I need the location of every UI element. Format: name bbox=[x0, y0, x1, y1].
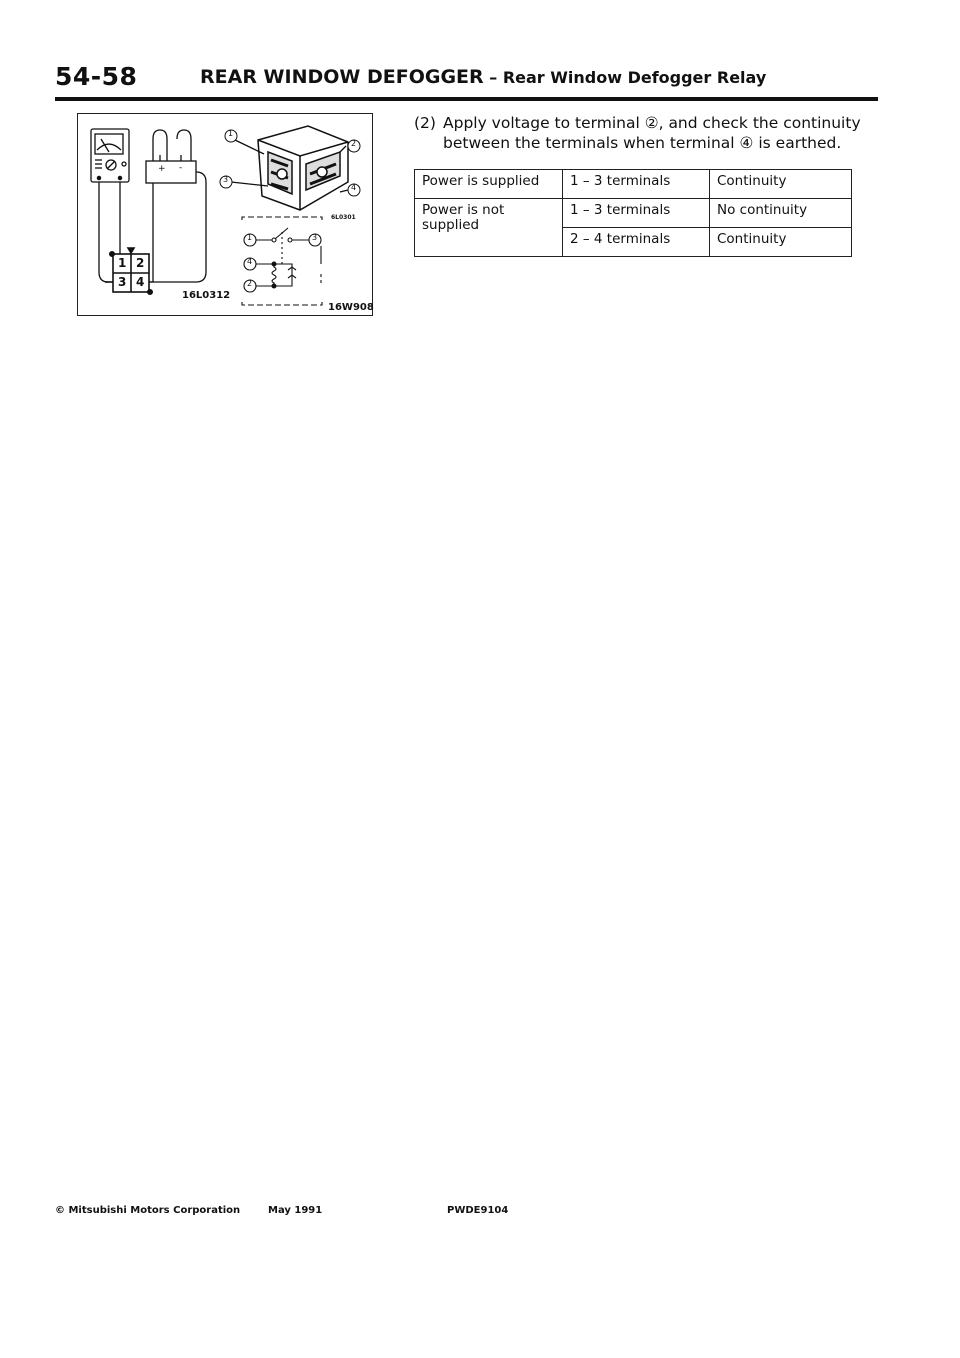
battery-minus-label: - bbox=[179, 163, 183, 173]
section-title: REAR WINDOW DEFOGGER bbox=[200, 66, 484, 88]
callout-label-1: 1 bbox=[228, 129, 234, 138]
terminals-cell: 1 – 3 terminals bbox=[563, 199, 710, 228]
step-text: Apply voltage to terminal ②, and check the continuity between the terminals when terminal ④ is earthed. bbox=[443, 114, 861, 152]
page-number: 54-58 bbox=[55, 62, 138, 91]
connector-pin-1: 1 bbox=[118, 256, 127, 270]
subsection-title: Rear Window Defogger Relay bbox=[502, 68, 767, 87]
ohmmeter-icon bbox=[91, 129, 129, 182]
page-header bbox=[55, 62, 878, 98]
callout-label-4: 4 bbox=[351, 183, 357, 192]
result-cell: Continuity bbox=[710, 228, 852, 257]
header-rule bbox=[55, 97, 878, 101]
title-separator: – bbox=[483, 68, 503, 87]
relay-icon bbox=[258, 126, 348, 210]
footer-code: PWDE9104 bbox=[447, 1205, 509, 1216]
condition-cell: Power is not supplied bbox=[415, 199, 563, 257]
result-cell: Continuity bbox=[710, 170, 852, 199]
schematic-label-4: 4 bbox=[247, 257, 253, 266]
battery-plus-label: + bbox=[158, 164, 166, 174]
step-number: (2) bbox=[414, 114, 436, 132]
callout-label-2: 2 bbox=[351, 139, 357, 148]
relay-code: 6L0301 bbox=[331, 214, 356, 221]
table-row bbox=[415, 170, 852, 199]
connector-pin-3: 3 bbox=[118, 275, 127, 289]
page-title bbox=[200, 66, 766, 88]
relay-schematic bbox=[242, 217, 322, 305]
terminals-cell: 1 – 3 terminals bbox=[563, 170, 710, 199]
meter-diagram-code: 16L0312 bbox=[182, 290, 231, 301]
connector-pin-4: 4 bbox=[136, 275, 145, 289]
schematic-label-1: 1 bbox=[247, 233, 253, 242]
connector-pin-2: 2 bbox=[136, 256, 145, 270]
condition-cell: Power is supplied bbox=[415, 170, 563, 199]
result-cell: No continuity bbox=[710, 199, 852, 228]
terminals-cell: 2 – 4 terminals bbox=[563, 228, 710, 257]
relay-test-figure bbox=[77, 113, 373, 316]
figure-code: 16W908 bbox=[328, 302, 374, 313]
footer-date: May 1991 bbox=[268, 1205, 323, 1216]
callout-label-3: 3 bbox=[223, 175, 229, 184]
schematic-label-2: 2 bbox=[247, 279, 253, 288]
footer-copyright: © Mitsubishi Motors Corporation bbox=[55, 1205, 241, 1216]
connector-icon bbox=[105, 248, 152, 294]
continuity-table bbox=[414, 169, 852, 257]
table-row bbox=[415, 199, 852, 228]
schematic-label-3: 3 bbox=[312, 233, 318, 242]
